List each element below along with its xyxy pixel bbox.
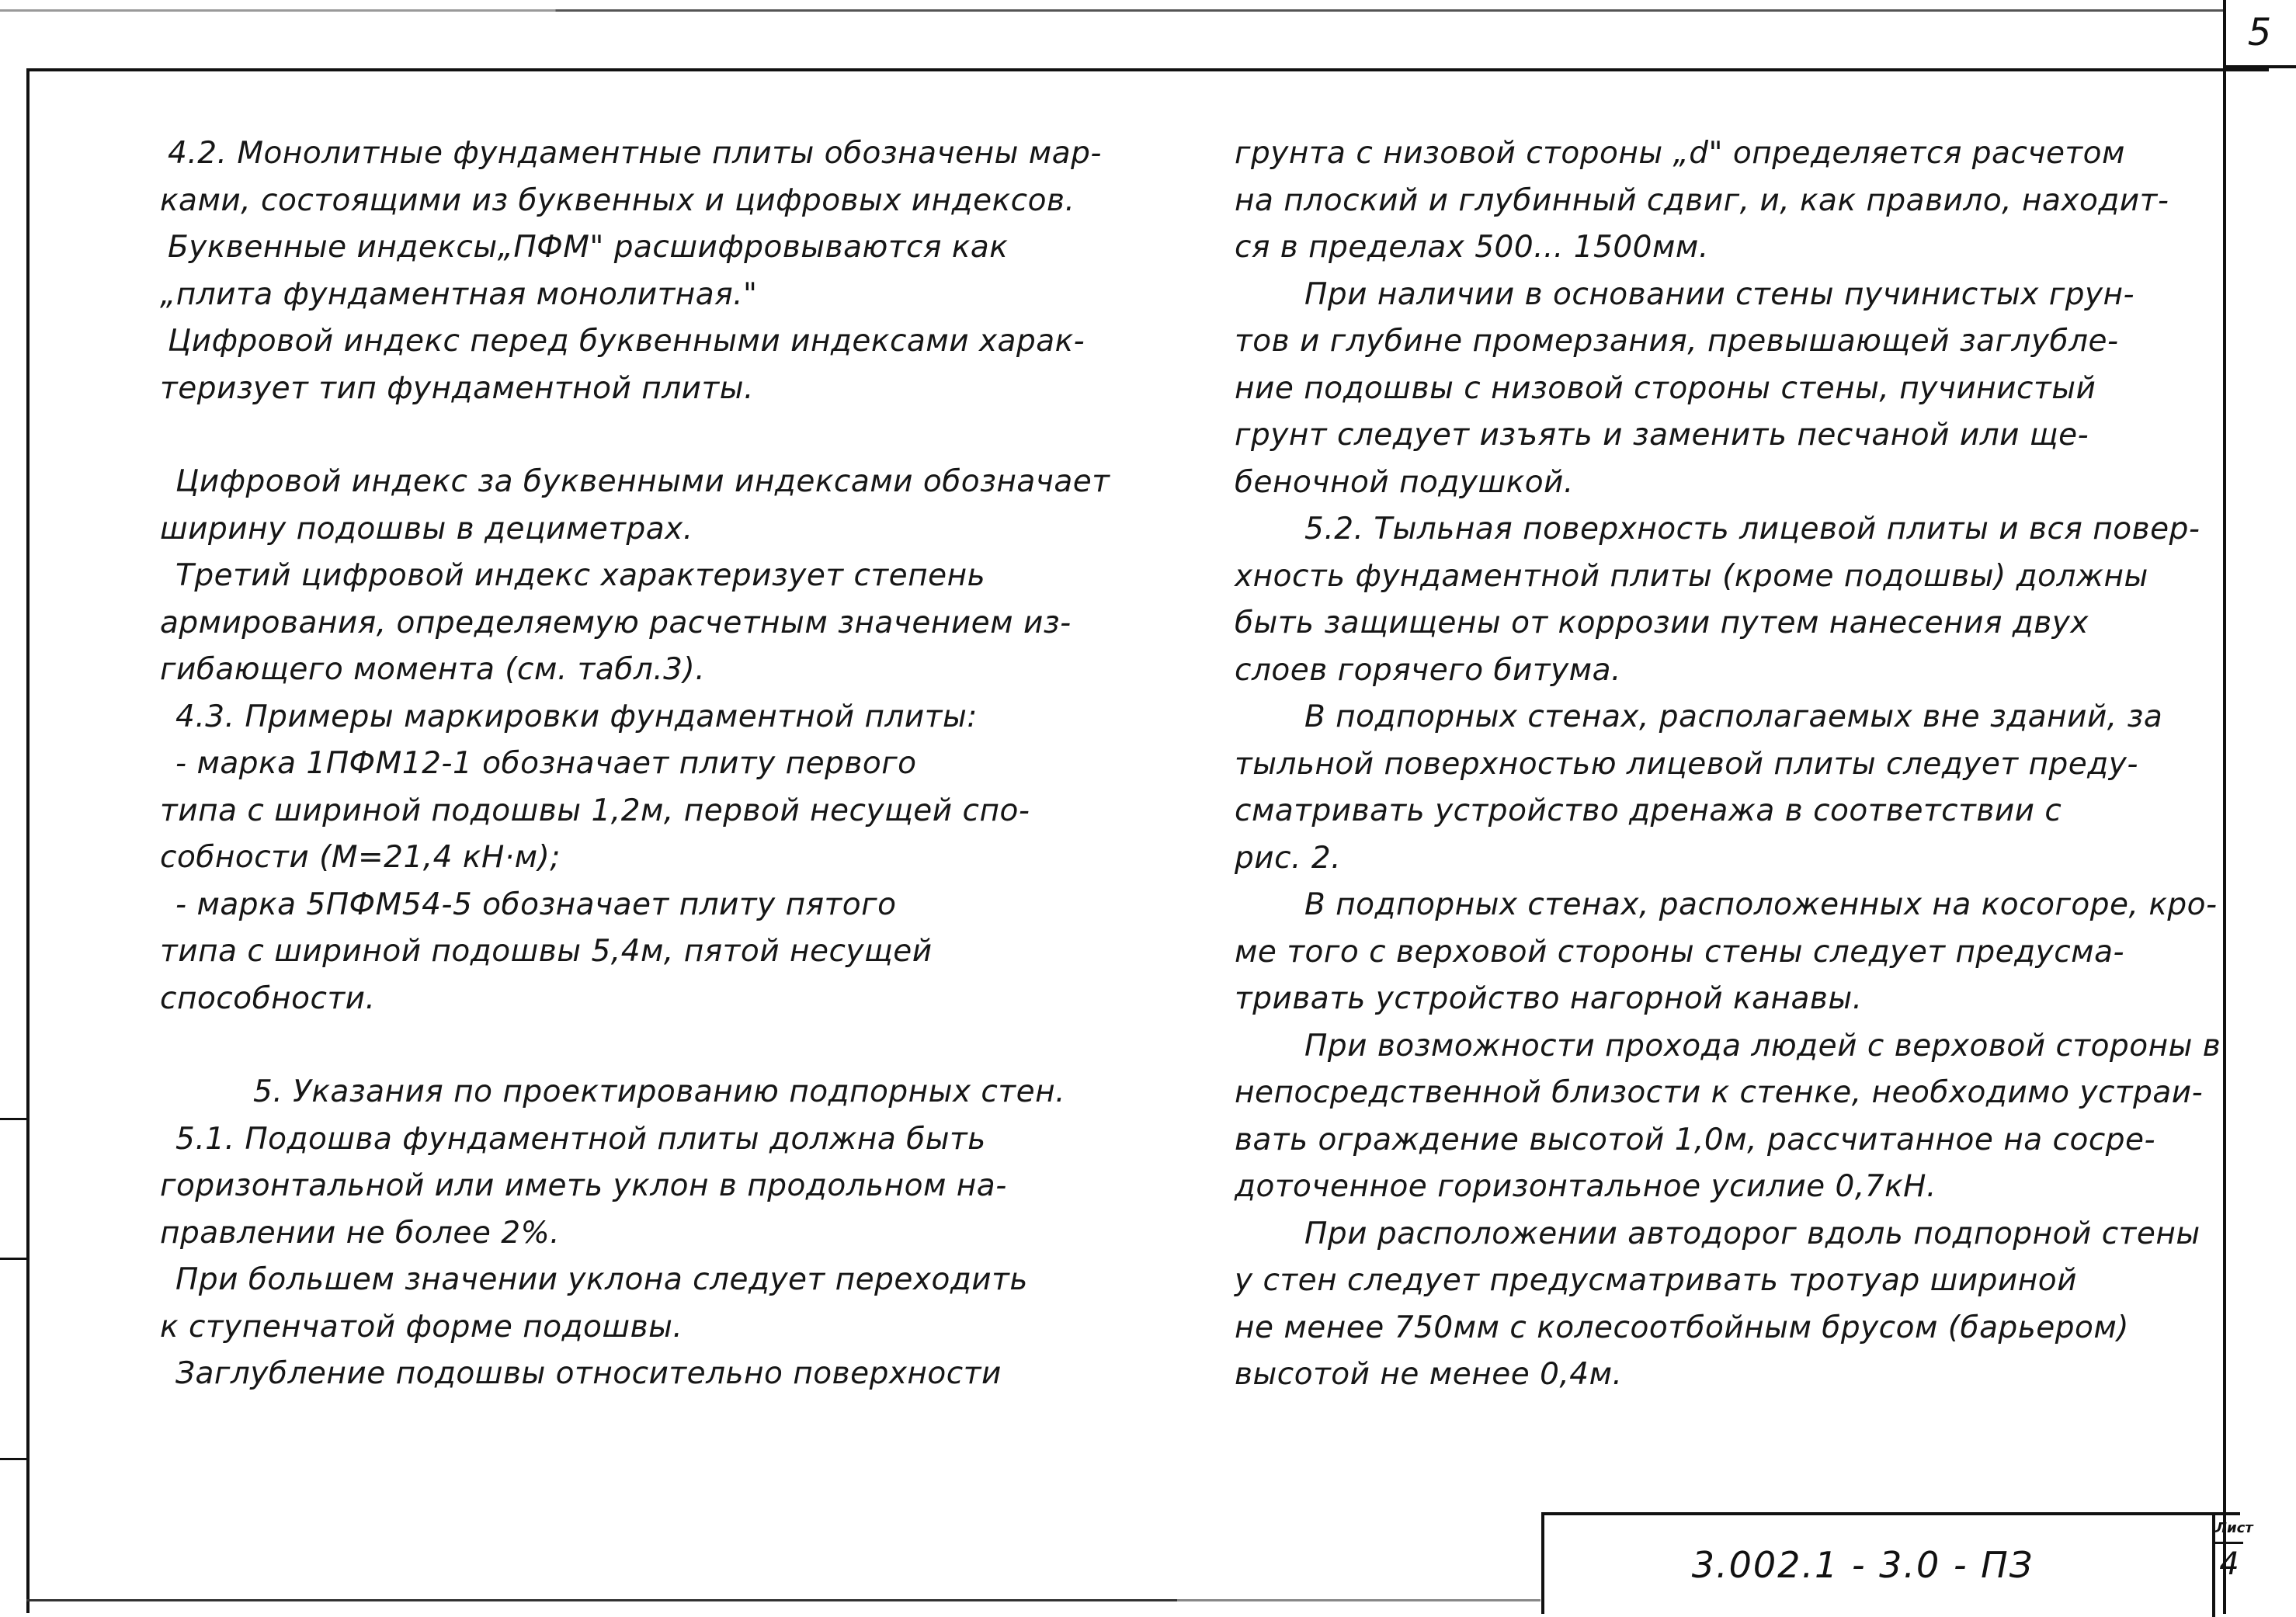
margin-tick bbox=[0, 1458, 28, 1460]
text-line: высотой не менее 0,4м. bbox=[1235, 1357, 1623, 1392]
text-line: Третий цифровой индекс характеризует степень bbox=[175, 558, 986, 593]
text-line: не менее 750мм с колесоотбойным брусом (барьером) bbox=[1235, 1310, 2129, 1345]
bottom-border-line bbox=[26, 1599, 1541, 1601]
text-line: непосредственной близости к стенке, необходимо устраи- bbox=[1235, 1075, 2204, 1110]
left-text-column bbox=[160, 130, 1162, 1398]
text-line: ме того с верховой стороны стены следует предуcма- bbox=[1235, 934, 2125, 970]
paragraph-gap bbox=[160, 1022, 1162, 1069]
frame-right-border bbox=[2223, 0, 2226, 1614]
text-line: быть защищены от коррозии путем нанесения двух bbox=[1235, 606, 2089, 640]
text-line: типа с шириной подошвы 1,2м, первой несущей спо- bbox=[160, 793, 1030, 828]
text-line: Заглубление подошвы относительно поверхности bbox=[175, 1356, 1002, 1391]
text-line: правлении не более 2%. bbox=[160, 1215, 561, 1251]
text-line: армирования, определяемую расчетным значением из- bbox=[160, 605, 1072, 640]
text-line: доточенное горизонтальное усилие 0,7кН. bbox=[1235, 1169, 1936, 1204]
text-line: на плоский и глубинный сдвиг, и, как правило, находит- bbox=[1235, 182, 2169, 218]
text-line: 4.3. Примеры маркировки фундаментной плиты: bbox=[175, 699, 978, 734]
text-line: к ступенчатой форме подошвы. bbox=[160, 1309, 683, 1345]
text-line: грунта с низовой стороны „d" определяется расчетом bbox=[1235, 136, 2125, 171]
text-line: 5.1. Подошва фундаментной плиты должна быть bbox=[175, 1121, 986, 1157]
text-line: тов и глубине промерзания, превышающей заглубле- bbox=[1235, 324, 2119, 359]
text-line: Буквенные индексы„ПФМ" расшифровываются как bbox=[168, 230, 1009, 265]
text-line: Цифровой индекс за буквенными индексами обозначает bbox=[175, 464, 1110, 499]
document-code: 3.002.1 - 3.0 - ПЗ bbox=[1691, 1543, 2034, 1586]
margin-tick bbox=[0, 1258, 28, 1260]
text-line: ние подошвы с низовой стороны стены, пучинистый bbox=[1235, 370, 2096, 406]
text-line: тривать устройство нагорной канавы. bbox=[1235, 981, 1863, 1016]
text-line: беночной подушкой. bbox=[1235, 464, 1574, 500]
text-line: „плита фундаментная монолитная." bbox=[160, 276, 758, 312]
text-line: теризует тип фундаментной плиты. bbox=[160, 370, 754, 406]
text-line: горизонтальной или иметь уклон в продольном на- bbox=[160, 1168, 1007, 1203]
right-text-column bbox=[1235, 130, 2219, 1399]
text-line: хность фундаментной плиты (кроме подошвы) должны bbox=[1235, 558, 2148, 594]
corner-number: 5 bbox=[2247, 11, 2272, 54]
text-line: тыльной поверхностью лицевой плиты следует преду- bbox=[1235, 746, 2138, 782]
margin-tick bbox=[0, 1118, 28, 1120]
text-line: гибающего момента (см. табл.3). bbox=[160, 652, 706, 687]
sheet-number: 4 bbox=[2219, 1546, 2239, 1582]
text-line: При возможности прохода людей с верховой стороны в bbox=[1304, 1028, 2221, 1064]
text-line: способности. bbox=[160, 980, 376, 1016]
sheet-number-box bbox=[2212, 1512, 2253, 1617]
text-line: В подпорных стенах, расположенных на косогоре, кро- bbox=[1304, 887, 2218, 922]
title-block-stamp bbox=[1541, 1512, 2253, 1614]
sheet-label: Лист bbox=[2215, 1515, 2243, 1544]
text-line: - марка 1ПФМ12-1 обозначает плиту первого bbox=[175, 746, 917, 781]
text-line: грунт следует изъять и заменить песчаной или ще- bbox=[1235, 418, 2089, 453]
top-border-line bbox=[0, 9, 2223, 12]
text-line: у стен следует предусматривать тротуар шириной bbox=[1235, 1263, 2077, 1298]
text-line: 4.2. Монолитные фундаментные плиты обозначены мар- bbox=[168, 136, 1102, 171]
text-line: ширину подошвы в дециметрах. bbox=[160, 511, 693, 547]
text-line: При наличии в основании стены пучинистых грун- bbox=[1304, 276, 2135, 312]
text-line: При большем значении уклона следует переходить bbox=[175, 1262, 1028, 1297]
text-line: ся в пределах 500... 1500мм. bbox=[1235, 230, 1709, 265]
paragraph-gap bbox=[160, 412, 1162, 459]
text-line: собности (М=21,4 кН·м); bbox=[160, 840, 561, 875]
text-line: - марка 5ПФМ54-5 обозначает плиту пятого bbox=[175, 887, 897, 922]
text-line: ками, состоящими из буквенных и цифровых индексов. bbox=[160, 182, 1075, 218]
text-line: типа с шириной подошвы 5,4м, пятой несущей bbox=[160, 934, 933, 969]
text-line: Цифровой индекс перед буквенными индексами харак- bbox=[168, 324, 1085, 359]
text-line: вать ограждение высотой 1,0м, рассчитанное на сосре- bbox=[1235, 1122, 2156, 1157]
text-line: рис. 2. bbox=[1235, 840, 1342, 876]
text-line: 5.2. Тыльная поверхность лицевой плиты и вся повер- bbox=[1304, 512, 2200, 547]
section-heading: 5. Указания по проектированию подпорных стен. bbox=[253, 1074, 1065, 1109]
text-line: При расположении автодорог вдоль подпорной стены bbox=[1304, 1216, 2200, 1251]
sheet-corner-number bbox=[2223, 0, 2296, 68]
text-line: В подпорных стенах, располагаемых вне зданий, за bbox=[1304, 699, 2163, 734]
text-line: слоев горячего битума. bbox=[1235, 652, 1621, 688]
text-line: сматривать устройство дренажа в соответствии с bbox=[1235, 793, 2062, 828]
